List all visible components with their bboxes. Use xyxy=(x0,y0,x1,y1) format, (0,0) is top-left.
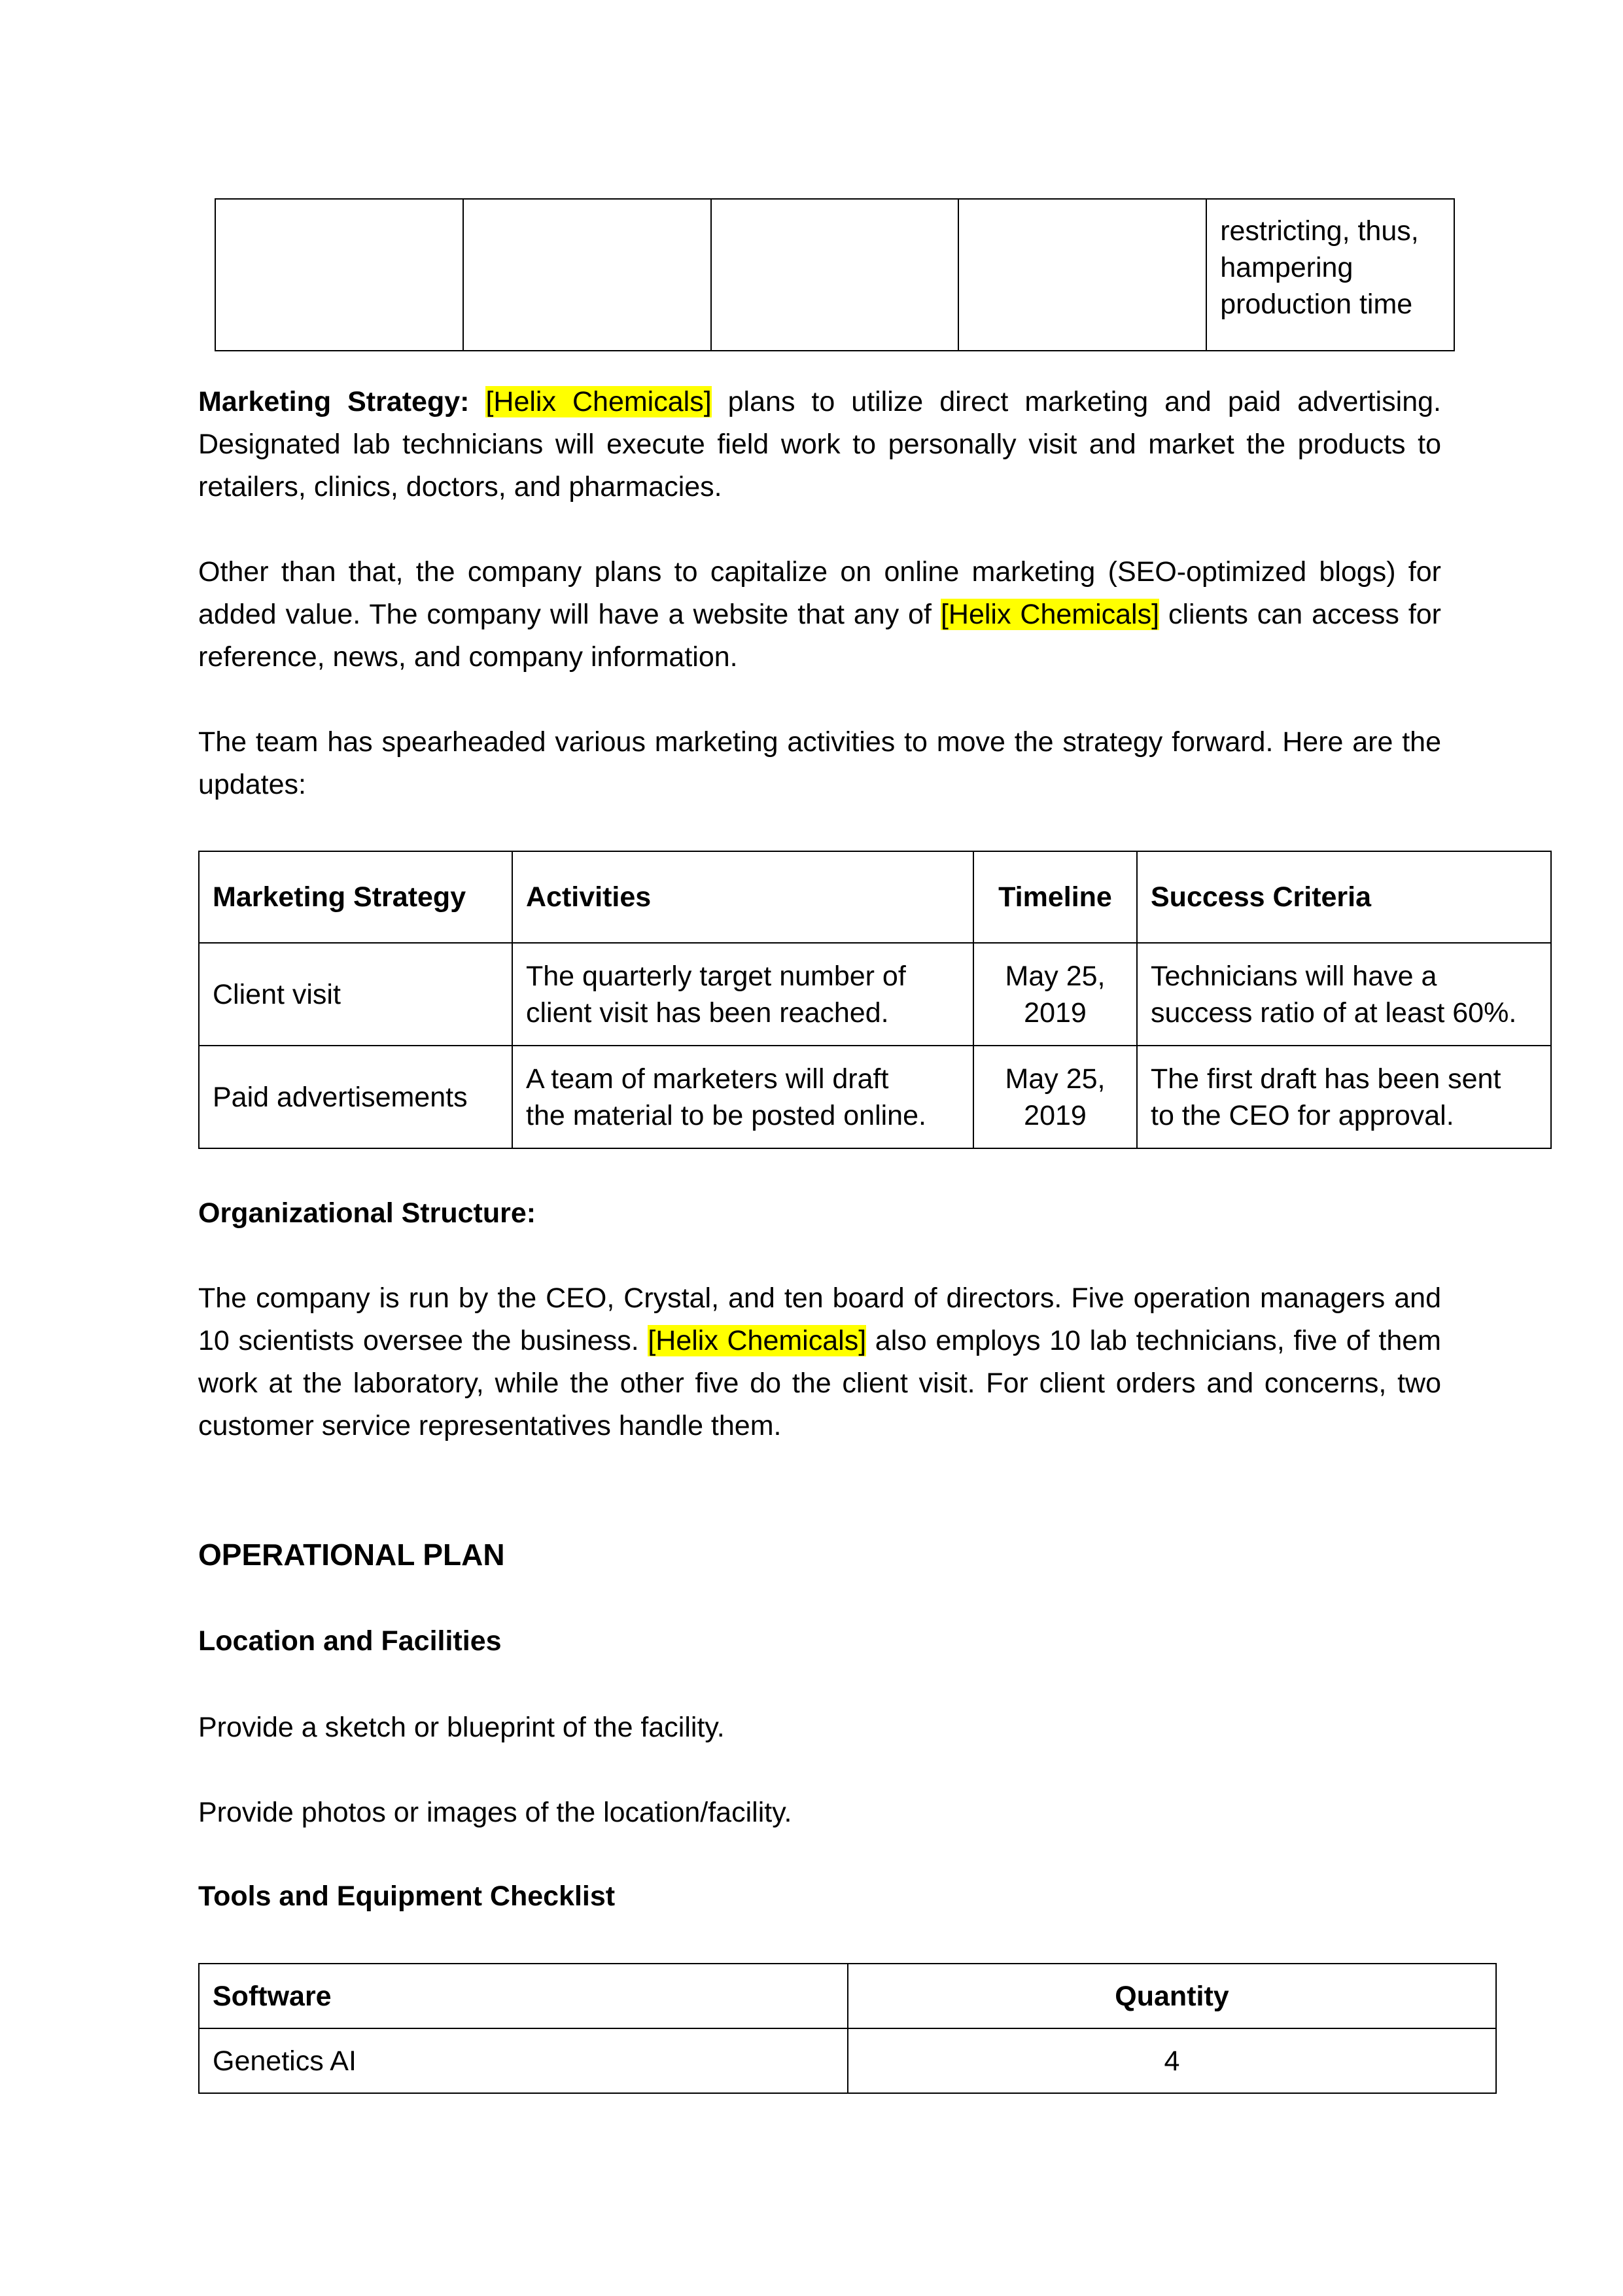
company-name-highlight: [Helix Chemicals] xyxy=(648,1325,867,1356)
cell-line: May 25, xyxy=(1005,960,1106,992)
cell-line: The first draft has been sent xyxy=(1151,1063,1501,1095)
header-quantity: Quantity xyxy=(848,1964,1496,2028)
operational-plan-title: OPERATIONAL PLAN xyxy=(198,1538,505,1572)
header-marketing-strategy: Marketing Strategy xyxy=(199,851,512,943)
cell-line: client visit has been reached. xyxy=(526,997,889,1029)
cell-line: production time xyxy=(1220,289,1413,320)
cell-line: Technicians will have a xyxy=(1151,960,1437,992)
online-text-before: Other than that, the company plans to capitalize on online marketing (SEO-optimized blogs) for added value. The company will have a website that any of xyxy=(198,556,1441,630)
cell-activities xyxy=(512,1046,973,1148)
cell-strategy: Paid advertisements xyxy=(199,1046,512,1148)
cell-strategy: Client visit xyxy=(199,943,512,1046)
table-cell xyxy=(958,199,1206,351)
cell-line: 2019 xyxy=(1024,1099,1087,1131)
marketing-strategy-text: plans to utilize direct marketing and paid advertising. Designated lab technicians will execute field work to personally visit and market the products to retailers, clinics, doctors, and pharmacies. xyxy=(198,386,1442,503)
cell-line: The quarterly target number of xyxy=(526,960,906,992)
cell-activities xyxy=(512,943,973,1046)
table-cell xyxy=(711,199,959,351)
cell-criteria xyxy=(1137,1046,1551,1148)
cell-line: the material to be posted online. xyxy=(526,1099,926,1131)
header-timeline: Timeline xyxy=(973,851,1137,943)
company-name-highlight: [Helix Chemicals] xyxy=(940,599,1160,630)
company-name-highlight: [Helix Chemicals] xyxy=(485,386,712,417)
org-text-after: also employs 10 lab technicians, five of them work at the laboratory, while the other five do the client visit. For client orders and concerns, two customer service representatives handle them. xyxy=(198,1325,1441,1441)
table-cell xyxy=(1206,199,1454,351)
table-header-row xyxy=(199,851,1551,943)
cell-timeline xyxy=(973,1046,1137,1148)
cell-line: May 25, xyxy=(1005,1063,1106,1095)
table-cell xyxy=(463,199,711,351)
marketing-strategy-label: Marketing Strategy: xyxy=(198,386,470,417)
cell-criteria xyxy=(1137,943,1551,1046)
location-facilities-heading: Location and Facilities xyxy=(198,1625,502,1657)
sketch-text: Provide a sketch or blueprint of the facility. xyxy=(198,1712,725,1743)
table-row xyxy=(215,199,1454,351)
cell-line: 2019 xyxy=(1024,997,1087,1029)
cell-line: hampering xyxy=(1220,252,1353,283)
online-marketing-paragraph xyxy=(198,551,1441,679)
cell-quantity: 4 xyxy=(848,2028,1496,2093)
photos-text: Provide photos or images of the location/facility. xyxy=(198,1797,792,1828)
table-cell xyxy=(215,199,463,351)
header-success-criteria: Success Criteria xyxy=(1137,851,1551,943)
header-activities: Activities xyxy=(512,851,973,943)
org-text-before: The company is run by the CEO, Crystal, and ten board of directors. Five operation managers and 10 scientists oversee the business. xyxy=(198,1282,1441,1356)
tools-table xyxy=(198,1963,1497,2094)
table-row xyxy=(199,943,1551,1046)
marketing-table xyxy=(198,851,1552,1149)
table-header-row xyxy=(199,1964,1496,2028)
cell-line: restricting, thus, xyxy=(1220,215,1419,247)
org-structure-heading: Organizational Structure: xyxy=(198,1197,536,1229)
online-text-after: clients can access for reference, news, and company information. xyxy=(198,599,1442,673)
table-row xyxy=(199,2028,1496,2093)
tools-equipment-heading: Tools and Equipment Checklist xyxy=(198,1881,616,1912)
cell-timeline xyxy=(973,943,1137,1046)
cell-line: A team of marketers will draft xyxy=(526,1063,889,1095)
continued-table xyxy=(215,198,1455,351)
updates-paragraph: The team has spearheaded various marketing activities to move the strategy forward. Here are the updates: xyxy=(198,726,1441,800)
org-structure-paragraph xyxy=(198,1277,1441,1447)
cell-line: success ratio of at least 60%. xyxy=(1151,997,1517,1029)
marketing-strategy-paragraph xyxy=(198,381,1441,508)
table-row xyxy=(199,1046,1551,1148)
header-software: Software xyxy=(199,1964,848,2028)
cell-software: Genetics AI xyxy=(199,2028,848,2093)
cell-line: to the CEO for approval. xyxy=(1151,1099,1454,1131)
